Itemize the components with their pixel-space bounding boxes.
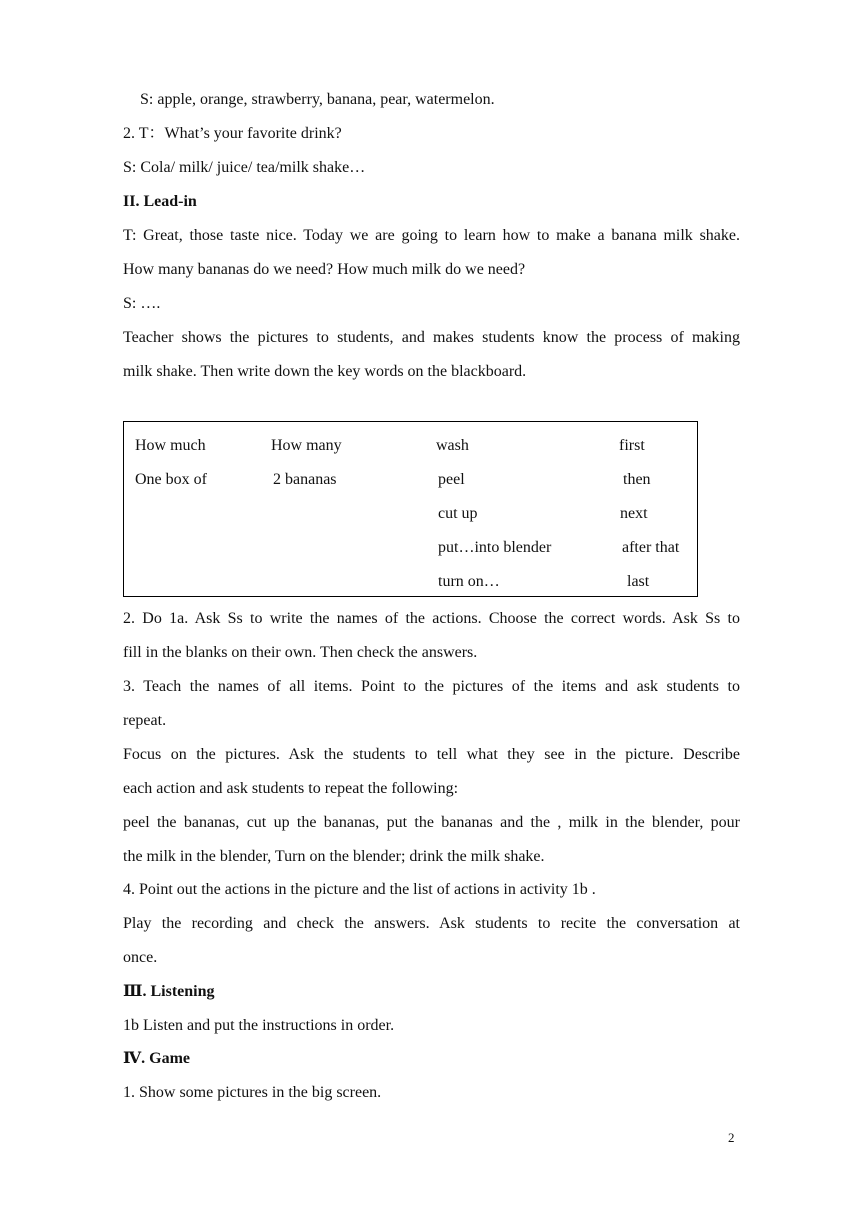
text-line: 4. Point out the actions in the picture and the list of actions in activity 1b .: [123, 881, 596, 898]
keyword-cell: peel: [438, 471, 465, 488]
text-line: the milk in the blender, Turn on the blender; drink the milk shake.: [123, 848, 545, 865]
text-line: each action and ask students to repeat the following:: [123, 780, 459, 797]
section-heading-game: Ⅳ. Game: [123, 1050, 191, 1067]
text-line: S: apple, orange, strawberry, banana, pear, watermelon.: [140, 91, 495, 108]
text-line: How many bananas do we need? How much milk do we need?: [123, 261, 526, 278]
keyword-cell: after that: [622, 539, 680, 556]
keyword-cell: 2 bananas: [273, 471, 337, 488]
keyword-cell: How much: [135, 437, 206, 454]
text-line: peel the bananas, cut up the bananas, put the bananas and the , milk in the blender, pour: [123, 814, 740, 831]
text-line: T: Great, those taste nice. Today we are going to learn how to make a banana milk shake.: [123, 227, 740, 244]
text-line: 1. Show some pictures in the big screen.: [123, 1084, 382, 1101]
text-line: 2. Do 1a. Ask Ss to write the names of the actions. Choose the correct words. Ask Ss to: [123, 610, 740, 627]
text-line: 1b Listen and put the instructions in order.: [123, 1017, 395, 1034]
keyword-cell: next: [620, 505, 648, 522]
text-line: fill in the blanks on their own. Then check the answers.: [123, 644, 478, 661]
text-line: once.: [123, 949, 158, 966]
text-line: Teacher shows the pictures to students, and makes students know the process of making: [123, 329, 740, 346]
keyword-cell: cut up: [438, 505, 478, 522]
keyword-cell: then: [623, 471, 651, 488]
page-number: 2: [728, 1130, 735, 1145]
keyword-cell: wash: [436, 437, 469, 454]
keyword-box: [123, 421, 698, 597]
keyword-cell: How many: [271, 437, 342, 454]
text-line: 2. T：What’s your favorite drink?: [123, 125, 342, 142]
section-heading-listening: Ⅲ. Listening: [123, 983, 215, 1000]
text-line: 3. Teach the names of all items. Point to the pictures of the items and ask students to: [123, 678, 740, 695]
keyword-cell: first: [619, 437, 645, 454]
text-line: S: Cola/ milk/ juice/ tea/milk shake…: [123, 159, 366, 176]
text-line: Play the recording and check the answers. Ask students to recite the conversation at: [123, 915, 740, 932]
keyword-cell: turn on…: [438, 573, 500, 590]
keyword-cell: put…into blender: [438, 539, 552, 556]
keyword-cell: last: [627, 573, 650, 590]
section-heading-lead-in: II. Lead-in: [123, 193, 197, 210]
text-line: Focus on the pictures. Ask the students to tell what they see in the picture. Describe: [123, 746, 740, 763]
text-line: milk shake. Then write down the key words on the blackboard.: [123, 363, 527, 380]
keyword-cell: One box of: [135, 471, 207, 488]
text-line: repeat.: [123, 712, 167, 729]
text-line: S: ….: [123, 295, 161, 312]
